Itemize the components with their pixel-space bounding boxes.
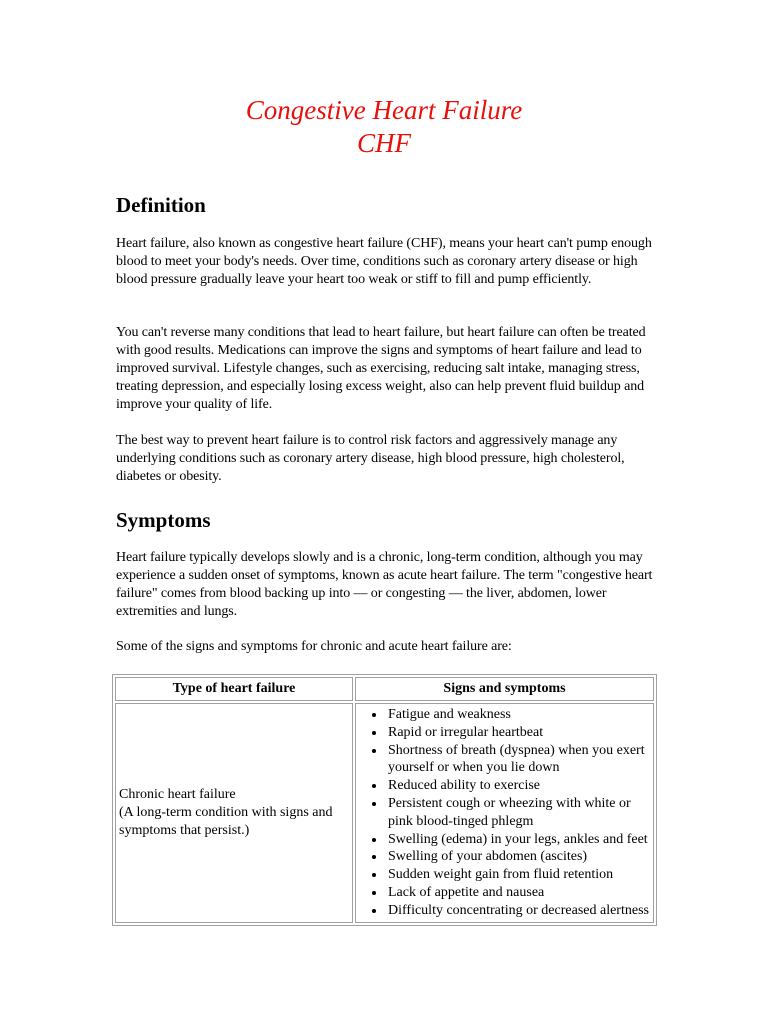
symptoms-paragraph-1: Heart failure typically develops slowly and is a chronic, long-term condition, although you may experience a sudden onset of symptoms, known as acute heart failure. The term "congestive heart failure" comes from blood backing up into — or congesting — the liver, abdomen, lower extremities and lungs. [116,550,653,619]
table-row [115,703,654,923]
list-item: • Rapid or irregular heartbeat [386,724,650,742]
symptoms-heading: Symptoms [116,508,211,532]
list-item: • Lack of appetite and nausea [386,884,650,902]
heart-failure-type-cell [115,703,353,923]
symptoms-paragraph-2: Some of the signs and symptoms for chronic and acute heart failure are: [116,639,512,654]
list-item: • Shortness of breath (dyspnea) when you exert yourself or when you lie down [386,742,650,778]
table-header-row [115,677,654,701]
heart-failure-type-description: (A long-term condition with signs and symptoms that persist.) [119,804,333,838]
signs-cell [355,703,654,923]
title-line-2: CHF [357,128,411,158]
list-item: • Swelling (edema) in your legs, ankles and feet [386,831,650,849]
definition-heading: Definition [116,193,206,217]
column-header-type: Type of heart failure [115,677,353,701]
list-item: • Reduced ability to exercise [386,777,650,795]
title-line-1: Congestive Heart Failure [245,95,523,125]
list-item: • Persistent cough or wheezing with white or pink blood-tinged phlegm [386,795,650,831]
list-item: • Sudden weight gain from fluid retention [386,866,650,884]
definition-paragraph-3: The best way to prevent heart failure is to control risk factors and aggressively manage any underlying conditions such as coronary artery disease, high blood pressure, high cholesterol, diabetes or obesity. [116,433,625,484]
list-item: • Swelling of your abdomen (ascites) [386,848,650,866]
definition-paragraph-2: You can't reverse many conditions that lead to heart failure, but heart failure can often be treated with good results. Medications can improve the signs and symptoms of heart failure and lead to improved survival. Lifestyle changes, such as exercising, reducing salt intake, managing stress, treating depression, and especially losing excess weight, also can help prevent fluid buildup and improve your quality of life. [116,325,646,412]
list-item: • Difficulty concentrating or decreased alertness [386,902,650,920]
list-item: • Fatigue and weakness [386,706,650,724]
column-header-signs: Signs and symptoms [355,677,654,701]
heart-failure-table [112,674,657,926]
signs-list [359,706,650,920]
document-title [0,94,768,160]
definition-paragraph-1: Heart failure, also known as congestive heart failure (CHF), means your heart can't pump enough blood to meet your body's needs. Over time, conditions such as coronary artery disease or high blood pressure gradually leave your heart too weak or stiff to fill and pump efficiently. [116,236,652,287]
heart-failure-type-name: Chronic heart failure [119,787,236,803]
